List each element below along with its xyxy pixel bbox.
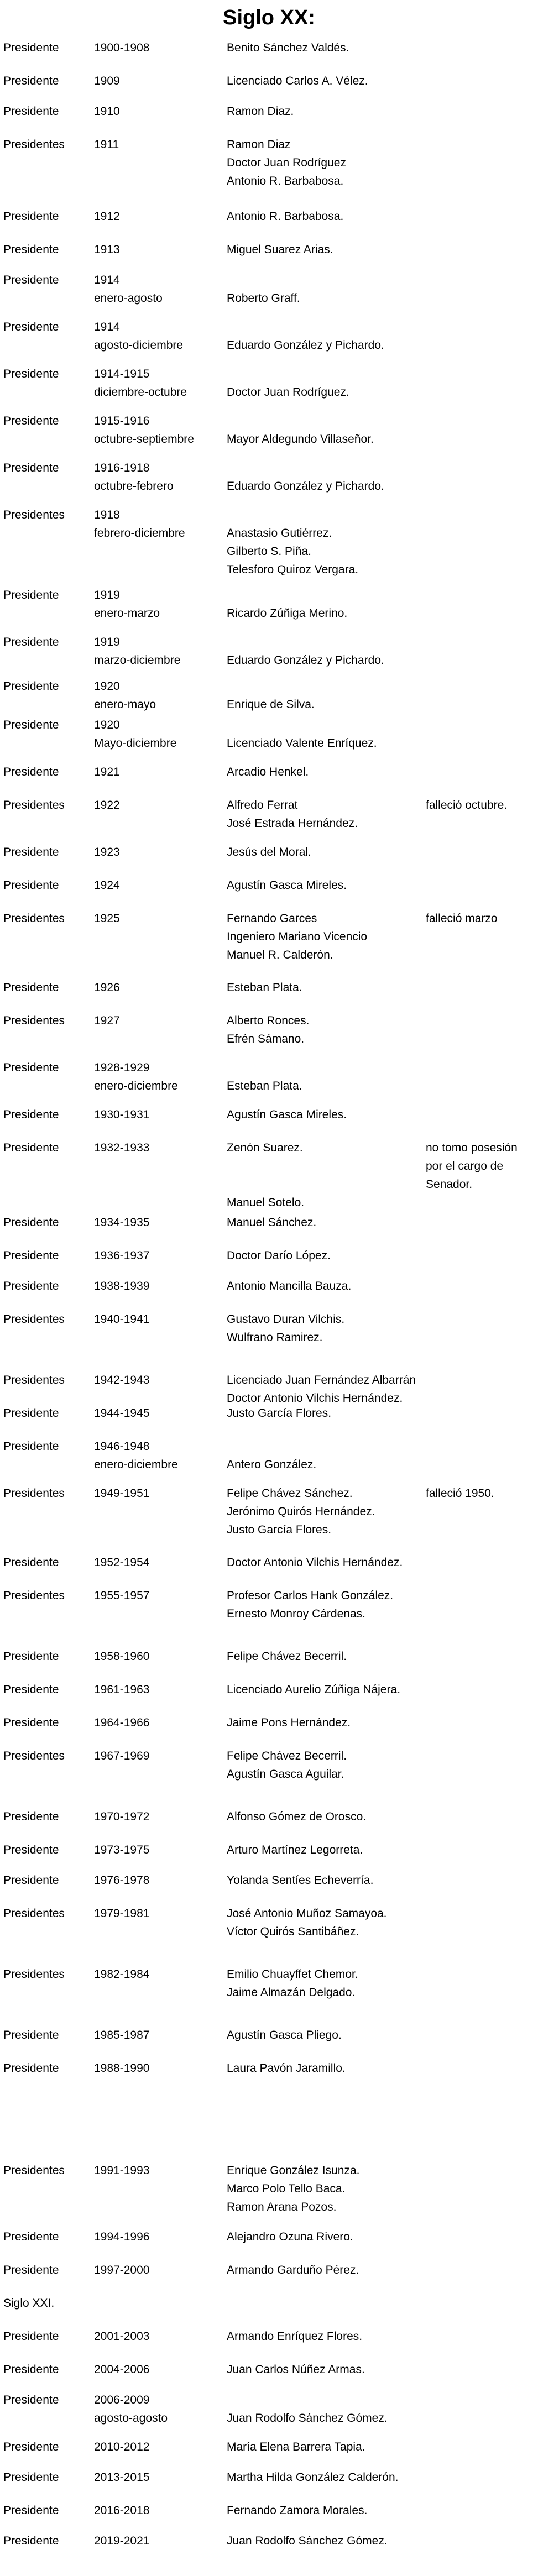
year-range: 1927 [94,1014,120,1027]
role-label: Presidente [3,636,59,648]
year-range: 1918 febrero-diciembre [94,509,185,540]
president-names: Enrique González Isunza. Marco Polo Tello Baca. Ramon Arana Pozos. [227,2164,360,2213]
year-range: 1970-1972 [94,1810,150,1823]
year-range: 2019-2021 [94,2535,150,2547]
president-names: Eduardo González y Pichardo. [227,654,384,667]
role-label: Presidente [3,2231,59,2243]
year-range: 1944-1945 [94,1407,150,1420]
president-names: Ramon Diaz. [227,105,294,118]
role-label: Presidente [3,680,59,693]
president-names: Felipe Chávez Sánchez. Jerónimo Quirós Hernández. Justo García Flores. [227,1487,375,1536]
year-range: 1923 [94,846,120,858]
role-label: Presidente [3,2062,59,2075]
year-range: 1991-1993 [94,2164,150,2177]
president-names: Doctor Juan Rodríguez. [227,386,349,399]
year-range: 1916-1918 octubre-febrero [94,462,174,493]
president-names: Miguel Suarez Arias. [227,243,333,256]
president-names: Licenciado Carlos A. Vélez. [227,75,368,87]
year-range: 1920 enero-mayo [94,680,156,711]
year-range: 1994-1996 [94,2231,150,2243]
year-range: 1913 [94,243,120,256]
role-label: Presidente [3,2441,59,2453]
role-label: Presidente [3,415,59,427]
president-names: Licenciado Aurelio Zúñiga Nájera. [227,1683,401,1696]
role-label: Presidentes [3,1750,65,1762]
role-label: Presidente [3,1556,59,1569]
year-range: 2013-2015 [94,2471,150,2484]
president-names: Agustín Gasca Mireles. [227,879,347,892]
president-names: Jesús del Moral. [227,846,311,858]
president-names: Juan Rodolfo Sánchez Gómez. [227,2412,388,2425]
year-range: 1949-1951 [94,1487,150,1500]
president-names: Mayor Aldegundo Villaseñor. [227,433,374,446]
role-label: Presidente [3,1280,59,1292]
president-names: Roberto Graff. [227,292,300,305]
role-label: Presidente [3,879,59,892]
role-label: Presidente [3,719,59,731]
year-range: 1942-1943 [94,1374,150,1386]
president-names: Arturo Martínez Legorreta. [227,1844,363,1856]
role-label: Presidentes [3,1589,65,1602]
president-names: Enrique de Silva. [227,698,315,711]
president-names: Agustín Gasca Pliego. [227,2029,342,2041]
role-label: Presidente [3,2535,59,2547]
year-range: 1946-1948 enero-diciembre [94,1440,178,1471]
president-names: Felipe Chávez Becerril. Agustín Gasca Aguilar. [227,1750,347,1781]
president-names: María Elena Barrera Tapia. [227,2441,365,2453]
president-names: Doctor Darío López. [227,1249,331,1262]
year-range: 1925 [94,912,120,925]
role-label: Presidentes [3,2164,65,2177]
year-range: 1985-1987 [94,2029,150,2041]
president-names: Ramon Diaz Doctor Juan Rodríguez Antonio R. Barbabosa. [227,138,346,187]
role-label: Presidentes [3,1313,65,1326]
century-heading: Siglo XXI. [3,2297,55,2310]
role-label: Presidente [3,1650,59,1663]
president-names: Agustín Gasca Mireles. [227,1108,347,1121]
role-label: Presidente [3,1683,59,1696]
role-label: Presidente [3,75,59,87]
role-label: Presidente [3,1142,59,1154]
president-names: Doctor Antonio Vilchis Hernández. [227,1556,403,1569]
role-label: Presidentes [3,799,65,811]
president-names: Alfredo Ferrat José Estrada Hernández. [227,799,358,830]
year-range: 1930-1931 [94,1108,150,1121]
role-label: Presidente [3,41,59,54]
president-names: Esteban Plata. [227,1080,302,1092]
year-range: 1997-2000 [94,2264,150,2276]
role-label: Presidente [3,2330,59,2343]
year-range: 1924 [94,879,120,892]
president-names: Antonio Mancilla Bauza. [227,1280,352,1292]
president-names: Profesor Carlos Hank González. Ernesto Monroy Cárdenas. [227,1589,394,1620]
role-label: Presidente [3,2264,59,2276]
president-names: Ricardo Zúñiga Merino. [227,607,348,620]
role-label: Presidentes [3,912,65,925]
president-names: Antero González. [227,1458,317,1471]
role-label: Presidente [3,1216,59,1229]
year-range: 1914 enero-agosto [94,274,163,305]
president-names: Jaime Pons Hernández. [227,1716,351,1729]
role-label: Presidente [3,2504,59,2517]
year-range: 1912 [94,210,120,223]
role-label: Presidentes [3,1014,65,1027]
role-label: Presidente [3,2029,59,2041]
year-range: 1936-1937 [94,1249,150,1262]
year-range: 1928-1929 enero-diciembre [94,1061,178,1092]
president-names: Benito Sánchez Valdés. [227,41,349,54]
note-text: falleció marzo [426,912,498,925]
year-range: 1911 [94,138,119,151]
role-label: Presidente [3,1874,59,1887]
role-label: Presidente [3,368,59,380]
president-names: Esteban Plata. [227,981,302,994]
year-range: 1900-1908 [94,41,150,54]
year-range: 1967-1969 [94,1750,150,1762]
year-range: 1958-1960 [94,1650,150,1663]
role-label: Presidente [3,846,59,858]
page-title: Siglo XX: [223,6,315,29]
president-names: Fernando Garces Ingeniero Mariano Vicencio Manuel R. Calderón. [227,912,368,961]
role-label: Presidentes [3,509,65,521]
role-label: Presidente [3,2471,59,2484]
president-names: Anastasio Gutiérrez. Gilberto S. Piña. Telesforo Quiroz Vergara. [227,527,359,576]
year-range: 1955-1957 [94,1589,150,1602]
role-label: Presidente [3,766,59,778]
year-range: 1940-1941 [94,1313,150,1326]
president-names: Felipe Chávez Becerril. [227,1650,347,1663]
president-names: Licenciado Valente Enríquez. [227,737,377,750]
role-label: Presidente [3,589,59,601]
year-range: 1919 marzo-diciembre [94,636,181,667]
role-label: Presidente [3,210,59,223]
role-label: Presidente [3,1249,59,1262]
year-range: 1914 agosto-diciembre [94,321,184,352]
role-label: Presidente [3,1407,59,1420]
year-range: 1921 [94,766,120,778]
president-names: Martha Hilda González Calderón. [227,2471,399,2484]
year-range: 1976-1978 [94,1874,150,1887]
year-range: 1910 [94,105,120,118]
year-range: 1938-1939 [94,1280,150,1292]
president-names: Alberto Ronces. Efrén Sámano. [227,1014,310,1045]
role-label: Presidente [3,2394,59,2406]
president-names: Emilio Chuayffet Chemor. Jaime Almazán Delgado. [227,1968,358,1999]
note-text: no tomo posesión por el cargo de Senador. [426,1142,518,1191]
role-label: Presidente [3,274,59,286]
role-label: Presidente [3,462,59,474]
president-names: Zenón Suarez. Manuel Sotelo. [227,1142,305,1209]
president-names: Gustavo Duran Vilchis. Wulfrano Ramirez. [227,1313,345,1344]
role-label: Presidentes [3,1907,65,1920]
president-names: Armando Enríquez Flores. [227,2330,363,2343]
president-names: Manuel Sánchez. [227,1216,317,1229]
year-range: 1920 Mayo-diciembre [94,719,177,750]
role-label: Presidentes [3,138,65,151]
note-text: falleció 1950. [426,1487,494,1500]
role-label: Presidente [3,321,59,333]
role-label: Presidente [3,1844,59,1856]
year-range: 1915-1916 octubre-septiembre [94,415,194,446]
role-label: Presidentes [3,1374,65,1386]
president-names: José Antonio Muñoz Samayoa. Víctor Quirós Santibáñez. [227,1907,387,1938]
year-range: 1982-1984 [94,1968,150,1981]
role-label: Presidente [3,105,59,118]
role-label: Presidente [3,243,59,256]
year-range: 1934-1935 [94,1216,150,1229]
role-label: Presidente [3,1440,59,1453]
year-range: 1964-1966 [94,1716,150,1729]
president-names: Justo García Flores. [227,1407,332,1420]
president-names: Eduardo González y Pichardo. [227,339,384,352]
role-label: Presidente [3,1810,59,1823]
role-label: Presidente [3,981,59,994]
role-label: Presidente [3,1061,59,1074]
president-names: Armando Garduño Pérez. [227,2264,359,2276]
year-range: 1922 [94,799,120,811]
year-range: 1961-1963 [94,1683,150,1696]
role-label: Presidentes [3,1487,65,1500]
year-range: 1919 enero-marzo [94,589,160,620]
year-range: 1909 [94,75,120,87]
president-names: Eduardo González y Pichardo. [227,480,384,493]
president-names: Arcadio Henkel. [227,766,309,778]
year-range: 2006-2009 agosto-agosto [94,2394,168,2425]
president-names: Alfonso Gómez de Orosco. [227,1810,367,1823]
president-names: Laura Pavón Jaramillo. [227,2062,346,2075]
role-label: Presidente [3,1108,59,1121]
year-range: 2004-2006 [94,2363,150,2376]
year-range: 1952-1954 [94,1556,150,1569]
president-names: Juan Rodolfo Sánchez Gómez. [227,2535,388,2547]
year-range: 1926 [94,981,120,994]
role-label: Presidente [3,1716,59,1729]
year-range: 2001-2003 [94,2330,150,2343]
year-range: 1973-1975 [94,1844,150,1856]
role-label: Presidente [3,2363,59,2376]
president-names: Licenciado Juan Fernández Albarrán Doctor Antonio Vilchis Hernández. [227,1374,416,1405]
note-text: falleció octubre. [426,799,508,811]
president-names: Alejandro Ozuna Rivero. [227,2231,353,2243]
year-range: 2010-2012 [94,2441,150,2453]
year-range: 1914-1915 diciembre-octubre [94,368,187,399]
role-label: Presidentes [3,1968,65,1981]
year-range: 1932-1933 [94,1142,150,1154]
president-names: Yolanda Sentíes Echeverría. [227,1874,374,1887]
president-names: Juan Carlos Núñez Armas. [227,2363,365,2376]
president-names: Fernando Zamora Morales. [227,2504,368,2517]
year-range: 2016-2018 [94,2504,150,2517]
year-range: 1988-1990 [94,2062,150,2075]
year-range: 1979-1981 [94,1907,150,1920]
president-names: Antonio R. Barbabosa. [227,210,344,223]
